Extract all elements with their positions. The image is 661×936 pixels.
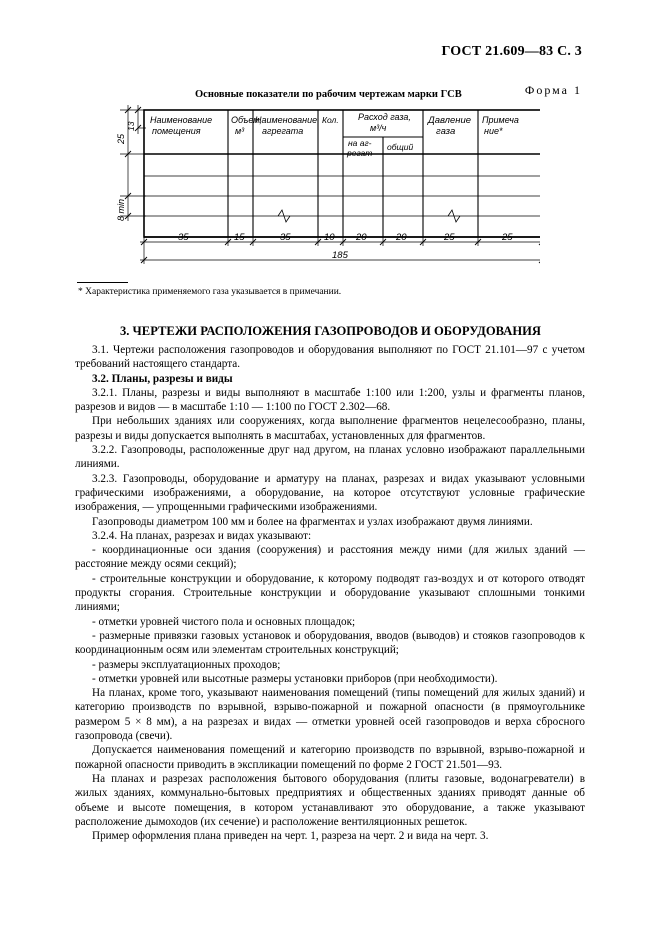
- paragraph-3-1: 3.1. Чертежи расположения газопроводов и оборудования выполняют по ГОСТ 21.101—97 с учетом требований настоящего стандарта.: [75, 344, 585, 371]
- dim-width-col5a: 20: [356, 232, 367, 243]
- paragraph-plans-also: На планах, кроме того, указывают наименования помещений (типы помещений для жилых зданий) и категорию производств по взрывной, взрыво-пожарной и пожарной опасности (в прямоугольнике размером 5 × 8 мм), а на разрезах и видах — отметки уровней осей газопроводов и верха сбросного газопровода (свечи).: [75, 687, 585, 743]
- dim-width-col3: 35: [280, 232, 291, 243]
- dim-row-min-height: 8 min: [116, 198, 126, 221]
- document-header: ГОСТ 21.609—83 С. 3: [441, 44, 582, 59]
- paragraph-example: Пример оформления плана приведен на черт. 1, разреза на черт. 2 и вида на черт. 3.: [92, 830, 489, 843]
- header-col5a-line1: на аг-: [348, 138, 372, 148]
- header-col6-line1: Давление: [428, 115, 472, 126]
- header-col3-line1: Наименование: [255, 115, 318, 125]
- header-col4: Кол.: [322, 115, 339, 125]
- dim-width-col1: 35: [178, 232, 189, 243]
- header-col2-line1: Объем,: [231, 115, 262, 125]
- header-col7-line2: ние*: [484, 126, 503, 136]
- header-col3-line2: агрегата: [262, 126, 304, 136]
- paragraph-household-equipment: На планах и разрезах расположения бытового оборудования (плиты газовые, водонагреватели) в жилых зданиях, коммунально-бытовых предприятиях и общественных зданиях приводят данные об объеме и высоте помещения, в котором устанавливают это оборудование, а также указывают расположение дымоходов (их сечение) и расположение вентиляционных решеток.: [75, 772, 585, 828]
- table-outer-border: [144, 110, 540, 237]
- form-label: Форма 1: [524, 83, 582, 97]
- paragraph-3-2-4: 3.2.4. На планах, разрезах и видах указывают:: [92, 529, 312, 542]
- dim-header-subheight: 13: [126, 121, 136, 131]
- list-item: - размеры эксплуатационных проходов;: [92, 658, 281, 671]
- form-table-drawing: [90, 104, 540, 274]
- body-text: [75, 343, 585, 843]
- list-item: - отметки уровней или высотные размеры установки приборов (при необходимости).: [92, 672, 498, 685]
- list-item: - координационные оси здания (сооружения) и расстояния между ними (для жилых зданий — расстояние между осями секций);: [75, 544, 585, 571]
- paragraph-3-2-2: 3.2.2. Газопроводы, расположенные друг над другом, на планах условно изображают параллельными линиями.: [75, 444, 585, 471]
- paragraph-allowed: Допускается наименования помещений и категорию производств по взрывной, взрыво-пожарной и пожарной опасности приводить в экспликации помещений по форме 2 ГОСТ 21.501—93.: [75, 744, 585, 771]
- paragraph-3-2-1: 3.2.1. Планы, разрезы и виды выполняют в масштабе 1:100 или 1:200, узлы и фрагменты планов, разрезов и видов — в масштабе 1:10 — 1:100 по ГОСТ 2.302—68.: [75, 386, 585, 414]
- list-item: - отметки уровней чистого пола и основных площадок;: [92, 615, 356, 628]
- header-col2-line2: м³: [235, 126, 245, 136]
- footnote-separator: [77, 282, 128, 283]
- header-col5-line1: Расход газа,: [358, 112, 411, 122]
- header-col7-line1: Примеча: [482, 115, 519, 125]
- list-item: - строительные конструкции и оборудование, к которому подводят газ-воздух и от которого отводят продукты сгорания. Строительные конструкции и оборудование указывают сплошными тонкими линиями;: [75, 572, 585, 614]
- dim-width-col5b: 20: [396, 232, 407, 243]
- header-col5-line2: м³/ч: [370, 123, 387, 133]
- header-col1-line1: Наименование: [150, 115, 213, 125]
- table-title: Основные показатели по рабочим чертежам марки ГСВ: [195, 89, 462, 100]
- dim-total-width: 185: [332, 250, 348, 261]
- header-col6-line2: газа: [436, 126, 456, 137]
- header-col5a-line2: регат: [347, 148, 373, 158]
- dim-width-col2: 15: [234, 232, 245, 243]
- header-col1-line2: помещения: [152, 126, 201, 136]
- table-footnote: * Характеристика применяемого газа указывается в примечании.: [78, 287, 342, 297]
- section-title: 3. ЧЕРТЕЖИ РАСПОЛОЖЕНИЯ ГАЗОПРОВОДОВ И ОБОРУДОВАНИЯ: [119, 324, 542, 338]
- header-col5b: общий: [387, 142, 414, 152]
- dim-width-col4: 10: [324, 232, 335, 243]
- table-grid: [144, 110, 540, 237]
- dim-width-col6: 25: [444, 232, 455, 243]
- subsection-3-2-title: 3.2. Планы, разрезы и виды: [92, 372, 233, 385]
- paragraph-small-buildings: При небольших зданиях или сооружениях, когда выполнение фрагментов нецелесообразно, планы, разрезы и виды допускается выполнять в масштабах, установленных для фрагментов.: [75, 415, 585, 442]
- list-item: - размерные привязки газовых установок и оборудования, вводов (выводов) и стояков газопроводов к координационным осям или элементам строительных конструкций;: [75, 629, 585, 657]
- dim-header-height: 25: [116, 133, 126, 144]
- dim-width-col7: 25: [502, 232, 513, 243]
- paragraph-3-2-3: 3.2.3. Газопроводы, оборудование и арматуру на планах, разрезах и видах указывают условными графическими изображениями, а оборудование, на которое отсутствуют условные графические изображения, — упрощенными графическими изображениями.: [75, 472, 585, 514]
- paragraph-diameter-100: Газопроводы диаметром 100 мм и более на фрагментах и узлах изображают двумя линиями.: [92, 515, 533, 528]
